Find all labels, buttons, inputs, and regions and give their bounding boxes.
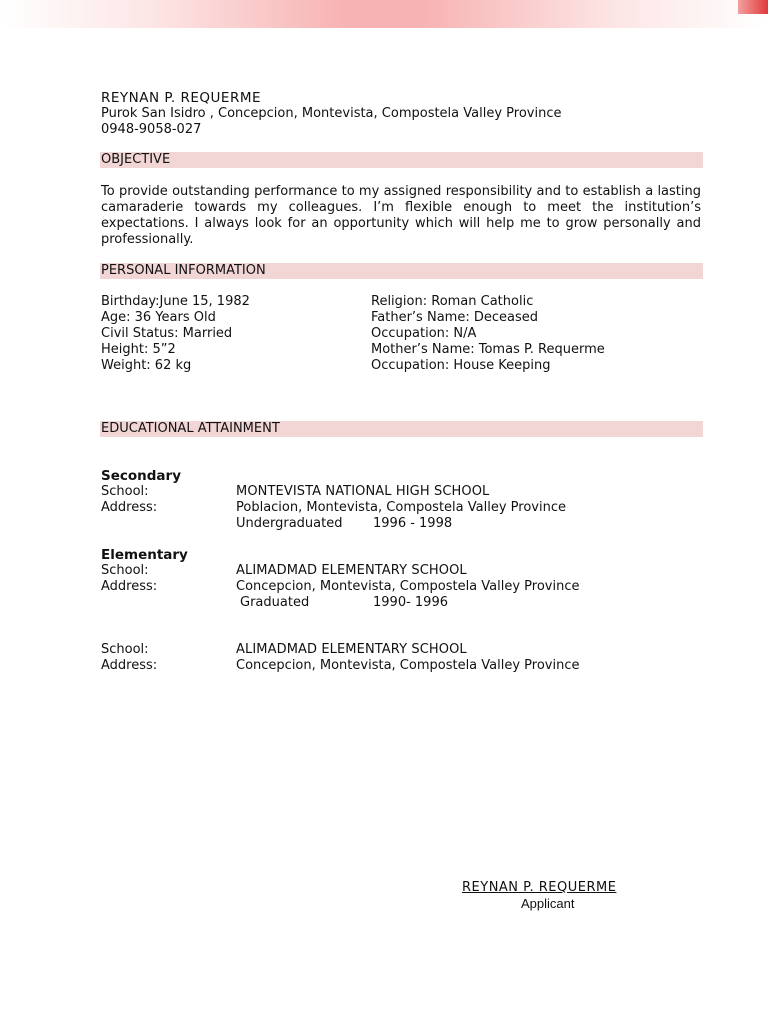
education-heading-band bbox=[100, 421, 703, 437]
secondary-address: Poblacion, Montevista, Compostela Valley Province bbox=[236, 500, 566, 515]
elementary-school-label: School: bbox=[101, 563, 149, 578]
elementary-address-label: Address: bbox=[101, 579, 158, 594]
objective-heading: OBJECTIVE bbox=[101, 152, 171, 167]
applicant-address: Purok San Isidro , Concepcion, Montevista, Compostela Valley Province bbox=[101, 106, 562, 121]
birthday-text: Birthday:June 15, 1982 bbox=[101, 294, 250, 309]
extra-address: Concepcion, Montevista, Compostela Valley Province bbox=[236, 658, 580, 673]
applicant-phone: 0948-9058-027 bbox=[101, 122, 202, 137]
applicant-name: REYNAN P. REQUERME bbox=[101, 90, 262, 106]
objective-text: To provide outstanding performance to my assigned responsibility and to establish a lasting camaraderie towards my colleagues. I’m flexible enough to meet the institution’s expectations. I always look for an opportunity which will help me to grow personally and professionally. bbox=[101, 184, 701, 247]
secondary-school-label: School: bbox=[101, 484, 149, 499]
secondary-status: Undergraduated bbox=[236, 516, 343, 531]
weight-text: Weight: 62 kg bbox=[101, 358, 192, 373]
secondary-title: Secondary bbox=[101, 468, 181, 484]
elementary-status: Graduated bbox=[240, 595, 310, 610]
signature-name: REYNAN P. REQUERME bbox=[462, 880, 617, 895]
secondary-years: 1996 - 1998 bbox=[373, 516, 453, 531]
religion-text: Religion: Roman Catholic bbox=[371, 294, 534, 309]
mother-occupation-text: Occupation: House Keeping bbox=[371, 358, 551, 373]
height-text: Height: 5”2 bbox=[101, 342, 176, 357]
elementary-address: Concepcion, Montevista, Compostela Valley Province bbox=[236, 579, 580, 594]
elementary-title: Elementary bbox=[101, 547, 188, 563]
education-heading: EDUCATIONAL ATTAINMENT bbox=[101, 421, 280, 436]
mothers-name-text: Mother’s Name: Tomas P. Requerme bbox=[371, 342, 605, 357]
personal-info-heading: PERSONAL INFORMATION bbox=[101, 263, 266, 278]
objective-heading-band bbox=[100, 152, 703, 168]
elementary-years: 1990- 1996 bbox=[373, 595, 448, 610]
signature-role: Applicant bbox=[521, 896, 575, 911]
secondary-address-label: Address: bbox=[101, 500, 158, 515]
father-occupation-text: Occupation: N/A bbox=[371, 326, 477, 341]
civil-status-text: Civil Status: Married bbox=[101, 326, 233, 341]
extra-school-name: ALIMADMAD ELEMENTARY SCHOOL bbox=[236, 642, 467, 657]
extra-school-label: School: bbox=[101, 642, 149, 657]
fathers-name-text: Father’s Name: Deceased bbox=[371, 310, 538, 325]
extra-address-label: Address: bbox=[101, 658, 158, 673]
age-text: Age: 36 Years Old bbox=[101, 310, 216, 325]
personal-info-heading-band bbox=[100, 263, 703, 279]
elementary-school-name: ALIMADMAD ELEMENTARY SCHOOL bbox=[236, 563, 467, 578]
secondary-school-name: MONTEVISTA NATIONAL HIGH SCHOOL bbox=[236, 484, 490, 499]
decorative-header-band bbox=[0, 0, 768, 28]
